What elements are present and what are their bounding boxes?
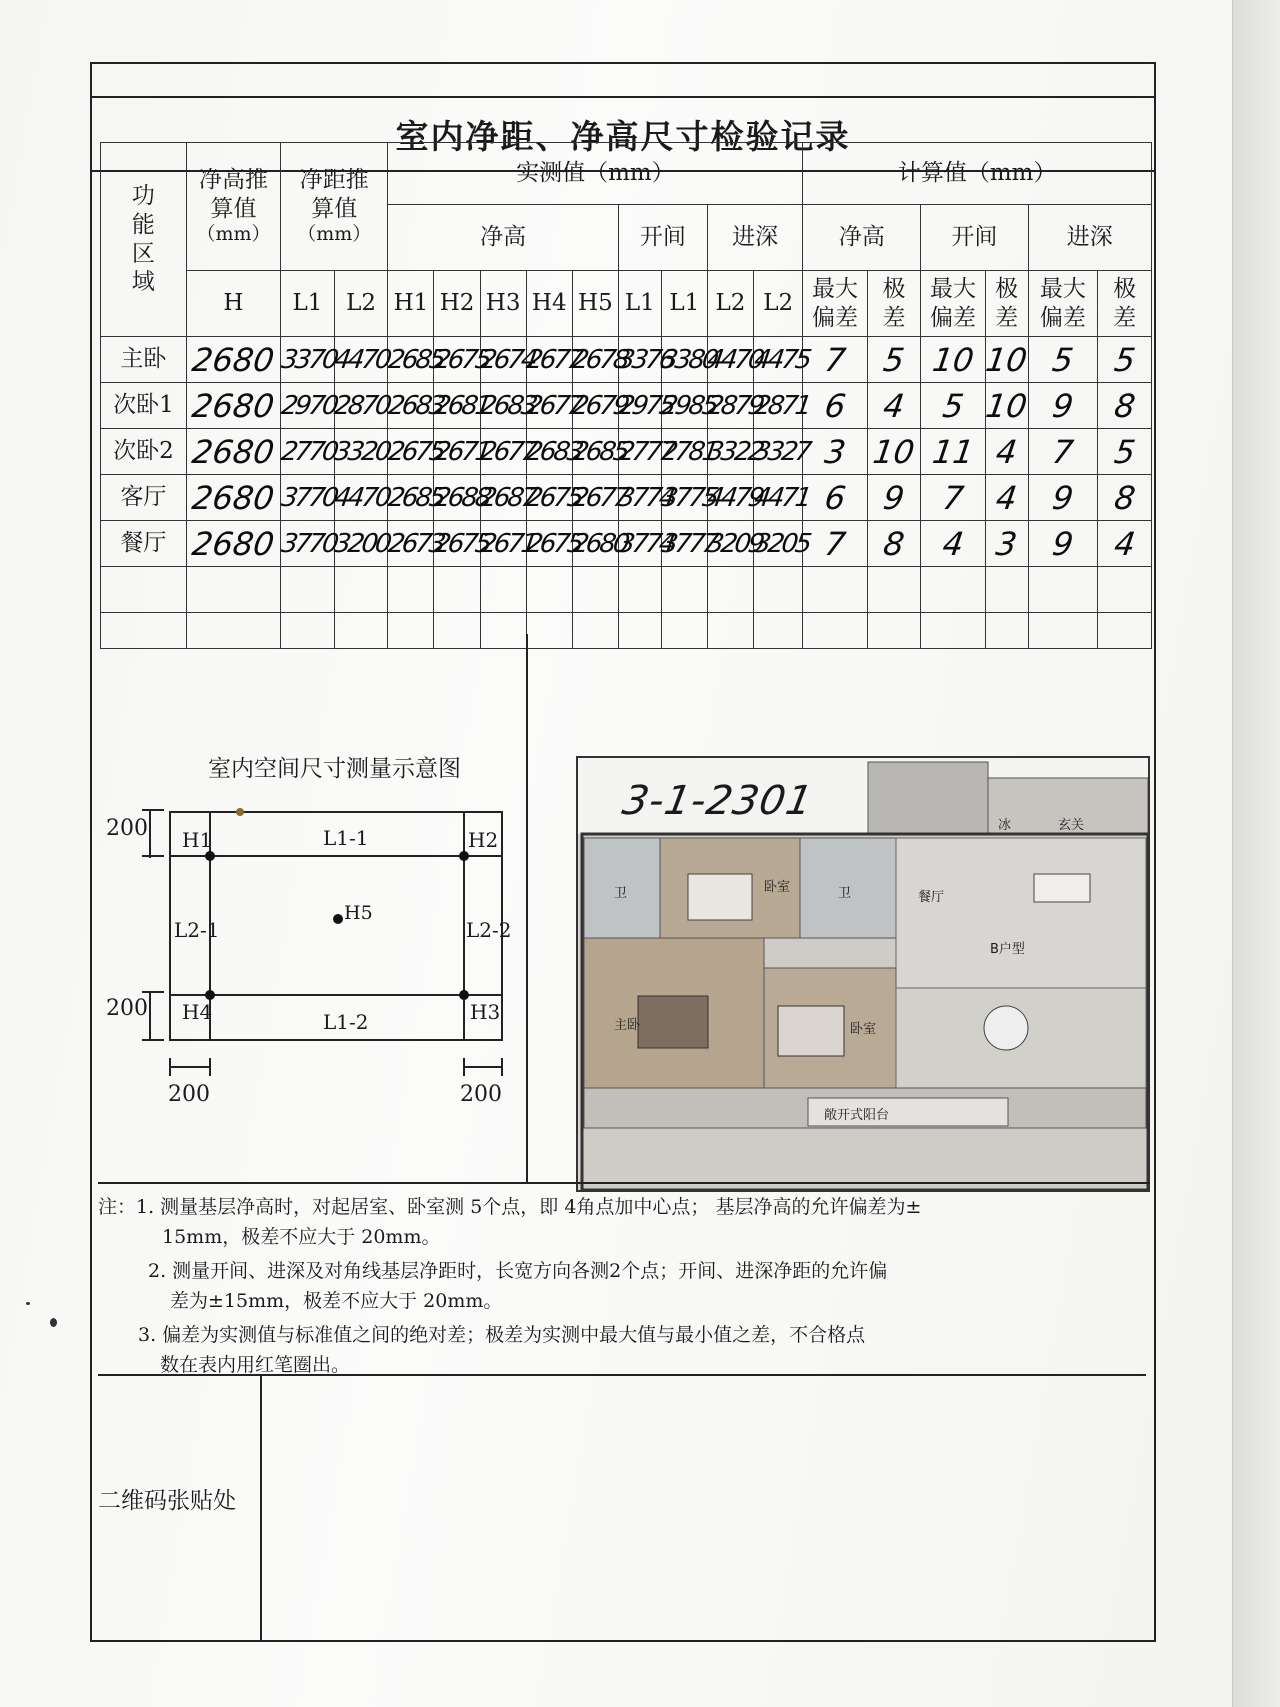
label-l1-2: L1-2 xyxy=(323,1010,369,1034)
plan-room-wei2: 卫 xyxy=(838,886,852,901)
plan-room-woshi2: 卧室 xyxy=(850,1022,877,1037)
cell-h: 2680 xyxy=(183,337,284,383)
plan-room-wei1: 卫 xyxy=(614,886,628,901)
cell-calculated: 4 xyxy=(982,429,1031,475)
col-m-h2: H2 xyxy=(434,271,480,337)
cell-calculated: 10 xyxy=(864,429,924,475)
plan-room-huxing: B户型 xyxy=(990,942,1025,957)
dim-200-bottom: 200 xyxy=(106,996,148,1021)
cell-calculated: 7 xyxy=(918,475,989,521)
label-h3: H3 xyxy=(470,1000,501,1024)
cell-measured: 2675 xyxy=(523,521,576,567)
cell-l2: 4470 xyxy=(331,475,391,521)
cell-h: 2680 xyxy=(183,475,284,521)
dim-200-top: 200 xyxy=(106,816,148,841)
cell-measured: 2781 xyxy=(658,429,711,475)
cell-calculated: 5 xyxy=(1094,337,1154,383)
col-m-l2b: L2 xyxy=(754,271,803,337)
cell-measured: 2677 xyxy=(523,337,576,383)
qr-divider xyxy=(260,1376,262,1640)
col-m-h3: H3 xyxy=(480,271,526,337)
cell-l1: 2770 xyxy=(277,429,337,475)
plan-room-woshi: 卧室 xyxy=(764,880,791,895)
cell-measured: 2685 xyxy=(569,429,622,475)
cell-measured: 2688 xyxy=(431,475,484,521)
cell-calculated: 6 xyxy=(800,475,871,521)
plan-room-zhuwo: 主卧 xyxy=(614,1018,641,1033)
table-row xyxy=(101,429,1152,475)
row-label: 次卧1 xyxy=(101,383,187,429)
cell-measured: 2675 xyxy=(385,429,438,475)
note-3-cont: 数在表内用红笔圈出。 xyxy=(160,1354,351,1376)
cell-l1: 3370 xyxy=(277,337,337,383)
cell-calculated: 6 xyxy=(800,383,871,429)
row-label: 餐厅 xyxy=(101,521,187,567)
cell-l1: 3770 xyxy=(277,521,337,567)
col-m-h1: H1 xyxy=(388,271,434,337)
cell-measured: 4475 xyxy=(750,337,806,383)
cell-measured: 2673 xyxy=(385,521,438,567)
cell-measured: 3209 xyxy=(704,521,757,567)
col-m-l1b: L1 xyxy=(661,271,707,337)
cell-calculated: 9 xyxy=(864,475,924,521)
paper-edge xyxy=(1232,0,1280,1707)
cell-calculated: 7 xyxy=(1025,429,1101,475)
cell-calculated: 7 xyxy=(800,337,871,383)
cell-h: 2680 xyxy=(183,521,284,567)
plan-room-xuanguan: 玄关 xyxy=(1058,818,1085,833)
label-h5: H5 xyxy=(344,902,373,924)
cell-measured: 2674 xyxy=(477,337,530,383)
cell-measured: 3380 xyxy=(658,337,711,383)
header-measured-depth: 进深 xyxy=(707,205,802,271)
note-3: 3. 偏差为实测值与标准值之间的绝对差；极差为实测中最大值与最小值之差，不合格点 xyxy=(138,1324,866,1346)
col-l2: L2 xyxy=(334,271,388,337)
label-h4: H4 xyxy=(182,1000,213,1024)
note-1: 注：1. 测量基层净高时，对起居室、卧室测 5个点，即 4角点加中心点； 基层净高的允许偏差为± xyxy=(98,1196,922,1218)
cell-measured: 2681 xyxy=(431,383,484,429)
cell-calculated: 11 xyxy=(918,429,989,475)
cell-calculated: 8 xyxy=(864,521,924,567)
col-c-depth-range: 极 差 xyxy=(1098,271,1152,337)
row-label: 主卧 xyxy=(101,337,187,383)
plan-room-yangtai: 敞开式阳台 xyxy=(824,1108,890,1123)
cell-calculated: 3 xyxy=(982,521,1031,567)
header-calc-depth: 进深 xyxy=(1028,205,1151,271)
header-area: 功 能 区 域 xyxy=(101,143,187,337)
notes-section xyxy=(98,1182,1150,1374)
cell-measured: 2671 xyxy=(431,429,484,475)
header-measured-height: 净高 xyxy=(388,205,619,271)
label-h2: H2 xyxy=(468,828,499,852)
plan-room-bing: 冰 xyxy=(998,818,1012,833)
cell-measured: 2675 xyxy=(523,475,576,521)
col-m-l2a: L2 xyxy=(707,271,753,337)
header-calc-bay: 开间 xyxy=(921,205,1028,271)
col-m-l1a: L1 xyxy=(618,271,661,337)
header-distance-calc: 净距推 算值 （mm） xyxy=(281,143,388,271)
table-row xyxy=(101,521,1152,567)
table-row xyxy=(101,383,1152,429)
label-l2-1: L2-1 xyxy=(174,918,220,942)
cell-measured: 3376 xyxy=(615,337,664,383)
cell-calculated: 5 xyxy=(918,383,989,429)
col-c-depth-maxdev: 最大 偏差 xyxy=(1028,271,1098,337)
label-l1-1: L1-1 xyxy=(323,826,369,850)
cell-measured: 2679 xyxy=(569,383,622,429)
cell-calculated: 9 xyxy=(1025,521,1101,567)
cell-calculated: 9 xyxy=(1025,475,1101,521)
col-c-height-range: 极 差 xyxy=(867,271,921,337)
cell-measured: 2675 xyxy=(431,337,484,383)
cell-calculated: 8 xyxy=(1094,383,1154,429)
row-label: 次卧2 xyxy=(101,429,187,475)
plan-room-canting: 餐厅 xyxy=(918,890,945,905)
cell-calculated: 4 xyxy=(864,383,924,429)
col-c-bay-range: 极 差 xyxy=(985,271,1028,337)
cell-calculated: 8 xyxy=(1094,475,1154,521)
paper-speck xyxy=(26,1302,30,1305)
cell-calculated: 10 xyxy=(982,383,1031,429)
note-2: 2. 测量开间、进深及对角线基层净距时，长宽方向各测2个点；开间、进深净距的允许偏 xyxy=(148,1260,888,1282)
cell-measured: 2678 xyxy=(569,337,622,383)
cell-measured: 3205 xyxy=(750,521,806,567)
col-h: H xyxy=(186,271,280,337)
cell-l2: 2870 xyxy=(331,383,391,429)
note-2-cont: 差为±15mm，极差不应大于 20mm。 xyxy=(170,1290,503,1312)
unit-number-handwritten: 3-1-2301 xyxy=(618,778,817,824)
cell-measured: 3777 xyxy=(658,521,711,567)
cell-calculated: 3 xyxy=(800,429,871,475)
paper-speck xyxy=(50,1318,57,1327)
cell-measured: 2975 xyxy=(615,383,664,429)
col-c-height-maxdev: 最大 偏差 xyxy=(803,271,867,337)
cell-measured: 3774 xyxy=(615,475,664,521)
header-measured: 实测值（mm） xyxy=(388,143,803,205)
cell-measured: 3322 xyxy=(704,429,757,475)
cell-measured: 2685 xyxy=(385,475,438,521)
measurement-diagram xyxy=(98,692,566,1184)
measurement-table xyxy=(100,142,1152,649)
cell-measured: 2685 xyxy=(385,337,438,383)
cell-measured: 2683 xyxy=(385,383,438,429)
cell-measured: 2871 xyxy=(750,383,806,429)
cell-measured: 3327 xyxy=(750,429,806,475)
cell-h: 2680 xyxy=(183,383,284,429)
cell-calculated: 4 xyxy=(982,475,1031,521)
cell-measured: 2687 xyxy=(477,475,530,521)
col-l1: L1 xyxy=(281,271,335,337)
empty-row xyxy=(101,613,1152,649)
cell-measured: 2671 xyxy=(477,521,530,567)
inspection-form xyxy=(90,62,1156,1642)
cell-measured: 2777 xyxy=(615,429,664,475)
cell-measured: 2683 xyxy=(523,429,576,475)
cell-calculated: 10 xyxy=(918,337,989,383)
cell-calculated: 10 xyxy=(982,337,1031,383)
note-1-cont: 15mm，极差不应大于 20mm。 xyxy=(162,1226,441,1248)
label-h1: H1 xyxy=(182,828,213,852)
cell-h: 2680 xyxy=(183,429,284,475)
row-label: 客厅 xyxy=(101,475,187,521)
cell-calculated: 7 xyxy=(800,521,871,567)
cell-measured: 2677 xyxy=(569,475,622,521)
cell-measured: 2677 xyxy=(477,429,530,475)
empty-row xyxy=(101,567,1152,613)
cell-calculated: 5 xyxy=(864,337,924,383)
cell-l2: 3200 xyxy=(331,521,391,567)
header-calculated: 计算值（mm） xyxy=(803,143,1152,205)
section-divider xyxy=(526,634,528,1184)
cell-measured: 2680 xyxy=(569,521,622,567)
cell-l2: 4470 xyxy=(331,337,391,383)
floor-plan-image xyxy=(576,756,1150,1192)
table-row xyxy=(101,475,1152,521)
dim-200-right: 200 xyxy=(460,1082,502,1107)
qr-code-area xyxy=(98,1374,1146,1640)
cell-measured: 3775 xyxy=(658,475,711,521)
cell-calculated: 5 xyxy=(1094,429,1154,475)
cell-measured: 2879 xyxy=(704,383,757,429)
cell-measured: 4471 xyxy=(750,475,806,521)
cell-calculated: 4 xyxy=(918,521,989,567)
cell-calculated: 9 xyxy=(1025,383,1101,429)
header-height-calc: 净高推 算值 （mm） xyxy=(186,143,280,271)
cell-measured: 4470 xyxy=(704,337,757,383)
cell-measured: 3774 xyxy=(615,521,664,567)
label-l2-2: L2-2 xyxy=(466,918,512,942)
qr-label: 二维码张贴处 xyxy=(98,1488,236,1514)
cell-l1: 3770 xyxy=(277,475,337,521)
cell-measured: 2675 xyxy=(431,521,484,567)
header-measured-bay: 开间 xyxy=(618,205,707,271)
header-calc-height: 净高 xyxy=(803,205,921,271)
col-m-h4: H4 xyxy=(526,271,572,337)
cell-measured: 2985 xyxy=(658,383,711,429)
cell-l2: 3320 xyxy=(331,429,391,475)
cell-measured: 2677 xyxy=(523,383,576,429)
col-c-bay-maxdev: 最大 偏差 xyxy=(921,271,985,337)
cell-measured: 2683 xyxy=(477,383,530,429)
form-title: 室内净距、净高尺寸检验记录 xyxy=(92,96,1154,172)
col-m-h5: H5 xyxy=(572,271,618,337)
cell-l1: 2970 xyxy=(277,383,337,429)
cell-calculated: 5 xyxy=(1025,337,1101,383)
table-row xyxy=(101,337,1152,383)
cell-calculated: 4 xyxy=(1094,521,1154,567)
cell-measured: 4479 xyxy=(704,475,757,521)
diagram-title: 室内空间尺寸测量示意图 xyxy=(208,756,461,782)
dim-200-left: 200 xyxy=(168,1082,210,1107)
